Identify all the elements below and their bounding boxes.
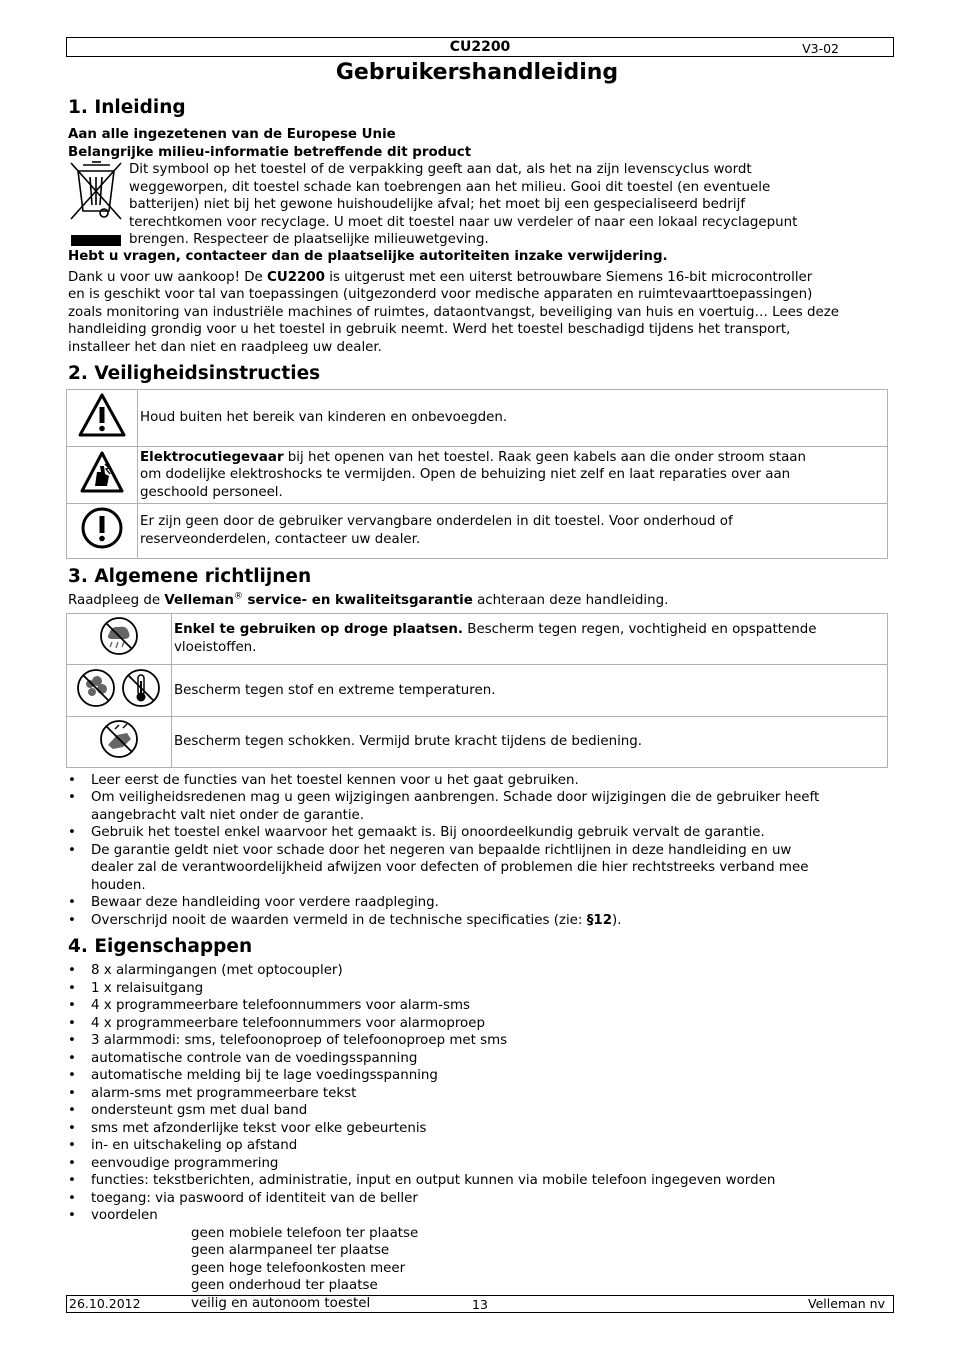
weee-text-line: weggeworpen, dit toestel schade kan toebrengen aan het milieu. Gooi dit toestel (en eventuele xyxy=(129,179,771,195)
safety-table xyxy=(66,389,888,559)
electrocution-text xyxy=(138,446,888,504)
table-row xyxy=(67,390,888,447)
intro-line: en is geschikt voor tal van toepassingen (uitgezonderd voor medische apparaten en ruimtevaarttoepassingen) xyxy=(68,287,813,302)
list-item: • voordelen xyxy=(68,1207,888,1225)
spec-section-ref: §12 xyxy=(586,912,613,928)
crossed-out-bin-icon xyxy=(68,161,124,247)
list-item: • alarm-sms met programmeerbare tekst xyxy=(68,1085,888,1103)
intro-line: zoals monitoring van industriële machines of ruimtes, dataontvangst, beveiliging van huis en voertuig… Lees deze xyxy=(68,304,840,320)
list-item-text: houden. xyxy=(91,877,146,893)
header-model: CU2200 xyxy=(449,39,511,55)
warranty-ref-text: Raadpleeg de xyxy=(68,592,165,608)
warranty-reference xyxy=(68,592,888,610)
footer-company: Velleman nv xyxy=(808,1296,885,1311)
registered-mark: ® xyxy=(233,591,243,602)
list-item-text: De garantie geldt niet voor schade door het negeren van bepaalde richtlijnen in deze handleiding en uw xyxy=(91,842,792,858)
section-heading-guidelines: 3. Algemene richtlijnen xyxy=(68,565,312,587)
features-list xyxy=(68,962,888,1225)
footer-date: 26.10.2012 xyxy=(69,1296,141,1311)
page-number: 13 xyxy=(472,1297,488,1312)
advantage-item: geen mobiele telefoon ter plaatse xyxy=(191,1225,419,1241)
page-footer xyxy=(66,1295,894,1313)
list-item xyxy=(68,824,888,842)
list-item: • 1 x relaisuitgang xyxy=(68,980,888,998)
list-item: • ondersteunt gsm met dual band xyxy=(68,1102,888,1120)
document-title: Gebruikershandleiding xyxy=(335,60,619,85)
section-heading-safety: 2. Veiligheidsinstructies xyxy=(68,363,321,384)
safety-children-text: Houd buiten het bereik van kinderen en onbevoegden. xyxy=(138,390,888,447)
electrocution-hazard-icon xyxy=(79,450,125,494)
weee-text-line: brengen. Respecteer de plaatselijke milieuwetgeving. xyxy=(129,232,489,247)
list-item: • 3 alarmmodi: sms, telefoonoproep of telefoonoproep met sms xyxy=(68,1032,888,1050)
disposal-contact-note: Hebt u vragen, contacteer dan de plaatselijke autoriteiten inzake verwijdering. xyxy=(68,249,668,264)
no-dust-no-temperature-icon xyxy=(75,667,163,709)
no-shock-icon xyxy=(97,719,141,759)
list-item xyxy=(68,842,888,895)
environment-info-subheading: Belangrijke milieu-informatie betreffende dit product xyxy=(68,144,472,160)
no-user-parts-line: reserveonderdelen, contacteer uw dealer. xyxy=(140,531,421,547)
warning-triangle-icon xyxy=(77,392,127,438)
no-rain-icon xyxy=(97,616,141,656)
page-content xyxy=(68,96,888,1312)
table-row xyxy=(67,446,888,504)
intro-line: installeer het dan niet en raadpleeg uw dealer. xyxy=(68,339,382,355)
list-item-text: Overschrijd nooit de waarden vermeld in de technische specificaties (zie: xyxy=(91,912,587,928)
list-item-text: Bewaar deze handleiding voor verdere raadpleging. xyxy=(91,895,439,910)
list-item-text: Leer eerst de functies van het toestel kennen voor u het gaat gebruiken. xyxy=(91,772,579,788)
section-heading-features: 4. Eigenschappen xyxy=(68,936,253,957)
guidelines-list xyxy=(68,772,888,930)
list-item: • 8 x alarmingangen (met optocoupler) xyxy=(68,962,888,980)
list-item: • in- en uitschakeling op afstand xyxy=(68,1137,888,1155)
intro-line: handleiding grondig voor u het toestel in gebruik neemt. Werd het toestel beschadigd tijdens het transport, xyxy=(68,322,791,337)
guidelines-table xyxy=(66,613,888,768)
no-user-parts-text xyxy=(138,504,888,559)
shock-text: Bescherm tegen schokken. Vermijd brute kracht tijdens de bediening. xyxy=(172,717,888,768)
list-item xyxy=(68,789,888,824)
brand-name: Velleman xyxy=(164,592,234,608)
list-item: • 4 x programmeerbare telefoonnummers voor alarmoproep xyxy=(68,1015,888,1033)
advantage-item: geen alarmpaneel ter plaatse xyxy=(191,1243,390,1258)
weee-notice xyxy=(68,161,888,248)
intro-text: Dank u voor uw aankoop! De xyxy=(68,269,268,285)
list-item-text: ). xyxy=(612,912,622,928)
electrocution-line: geschoold personeel. xyxy=(140,484,283,500)
header-version: V3-02 xyxy=(802,41,839,56)
weee-text-line: batterijen) niet bij het gewone huishoudelijke afval; het moet bij een gespecialiseerd bedrijf xyxy=(129,197,746,212)
intro-text: is uitgerust met een uiterst betrouwbare Siemens 16-bit microcontroller xyxy=(325,269,813,285)
intro-paragraph xyxy=(68,269,888,287)
list-item-text: aangebracht valt niet onder de garantie. xyxy=(91,807,365,823)
list-item: • automatische controle van de voedingsspanning xyxy=(68,1050,888,1068)
list-item: • functies: tekstberichten, administratie, input en output kunnen via mobile telefoon ingegeven worden xyxy=(68,1172,888,1190)
list-item: • automatische melding bij te lage voedingsspanning xyxy=(68,1067,888,1085)
electrocution-label: Elektrocutiegevaar xyxy=(140,449,284,465)
list-item-text: dealer zal de verantwoordelijkheid afwijzen voor defecten of problemen die hier rechtstreeks verband mee xyxy=(91,860,809,875)
table-row xyxy=(67,664,888,717)
list-item: • sms met afzonderlijke tekst voor elke gebeurtenis xyxy=(68,1120,888,1138)
list-item-text: Om veiligheidsredenen mag u geen wijzigingen aanbrengen. Schade door wijzigingen die de gebruiker heeft xyxy=(91,790,820,805)
electrocution-line: om dodelijke elektroshocks te vermijden. Open de behuizing niet zelf en laat reparaties over aan xyxy=(140,467,791,482)
warranty-ref-text: achteraan deze handleiding. xyxy=(472,592,669,608)
list-item: • 4 x programmeerbare telefoonnummers voor alarm-sms xyxy=(68,997,888,1015)
table-row xyxy=(67,717,888,768)
exclamation-circle-icon xyxy=(80,506,124,550)
list-item: • toegang: via paswoord of identiteit van de beller xyxy=(68,1190,888,1208)
intro-model: CU2200 xyxy=(267,269,325,285)
advantage-item: geen hoge telefoonkosten meer xyxy=(191,1260,406,1276)
dry-places-desc: vloeistoffen. xyxy=(174,639,257,655)
eu-residents-subheading: Aan alle ingezetenen van de Europese Unie xyxy=(68,127,396,142)
dry-places-text xyxy=(172,614,888,665)
electrocution-desc: bij het openen van het toestel. Raak geen kabels aan die onder stroom staan xyxy=(283,449,806,465)
table-row xyxy=(67,614,888,665)
list-item xyxy=(68,772,888,790)
table-row xyxy=(67,504,888,559)
advantage-item: veilig en autonoom toestel xyxy=(191,1295,371,1311)
weee-text-line: terechtkomen voor recyclage. U moet dit toestel naar uw verdeler of naar een lokaal recyclagepunt xyxy=(129,214,798,230)
advantage-item: geen onderhoud ter plaatse xyxy=(191,1278,378,1293)
dust-temperature-text: Bescherm tegen stof en extreme temperaturen. xyxy=(172,664,888,717)
dry-places-desc: Bescherm tegen regen, vochtigheid en opspattende xyxy=(463,622,817,638)
warranty-title: service- en kwaliteitsgarantie xyxy=(242,592,473,608)
list-item xyxy=(68,912,888,930)
no-user-parts-line: Er zijn geen door de gebruiker vervangbare onderdelen in dit toestel. Voor onderhoud of xyxy=(140,514,733,530)
list-item: • eenvoudige programmering xyxy=(68,1155,888,1173)
page-header xyxy=(66,37,894,57)
dry-places-label: Enkel te gebruiken op droge plaatsen. xyxy=(174,622,463,638)
list-item xyxy=(68,894,888,912)
section-heading-inleiding: 1. Inleiding xyxy=(68,97,186,118)
list-item-text: Gebruik het toestel enkel waarvoor het gemaakt is. Bij onoordeelkundig gebruik vervalt de garantie. xyxy=(91,825,765,840)
weee-text-line: Dit symbool op het toestel of de verpakking geeft aan dat, als het na zijn levenscyclus wordt xyxy=(129,162,752,177)
